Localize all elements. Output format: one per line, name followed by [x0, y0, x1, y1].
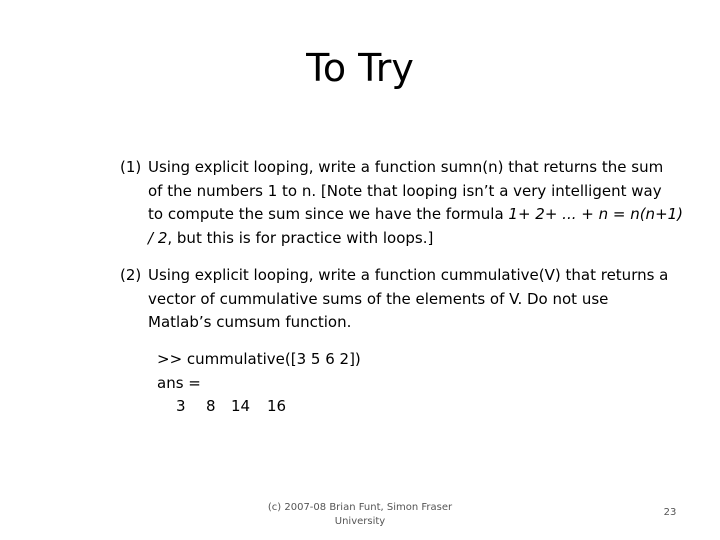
ans-value: 8: [206, 397, 216, 415]
code-example: [157, 348, 361, 419]
formula-text: / 2: [148, 228, 168, 247]
item-line: Using explicit looping, write a function cummulative(V) that returns a: [148, 266, 669, 284]
item-text: [120, 264, 669, 335]
code-ans-label: ans =: [157, 373, 201, 392]
item-line-text: to compute the sum since we have the formula: [148, 205, 509, 223]
footer-line: (c) 2007-08 Brian Funt, Simon Fraser: [267, 502, 453, 513]
code-command: >> cummulative([3 5 6 2]): [157, 350, 361, 368]
item-number: (2): [120, 266, 142, 284]
slide-footer: [260, 501, 460, 529]
item-text: [120, 156, 684, 250]
ans-value: 16: [267, 397, 287, 415]
ans-value: 14: [231, 397, 251, 415]
page-number: 23: [663, 507, 677, 518]
slide-title: To Try: [306, 46, 414, 90]
footer-line: University: [334, 516, 386, 527]
exercise-item-2: [120, 264, 669, 335]
item-line: vector of cummulative sums of the elements of V. Do not use: [148, 289, 609, 308]
item-line: [148, 227, 660, 251]
exercise-item-1: [120, 156, 684, 250]
item-line: [148, 203, 684, 227]
ans-value: 3: [176, 397, 186, 415]
item-line: Matlab’s cumsum function.: [148, 313, 352, 331]
item-line: of the numbers 1 to n. [Note that looping isn’t a very intelligent way: [148, 181, 662, 200]
item-line-text: , but this is for practice with loops.]: [167, 228, 434, 247]
item-line: Using explicit looping, write a function sumn(n) that returns the sum: [148, 158, 664, 176]
code-ans-values: [157, 395, 361, 419]
item-number: (1): [120, 158, 142, 176]
formula-text: 1+ 2+ ... + n = n(n+1): [508, 205, 684, 223]
